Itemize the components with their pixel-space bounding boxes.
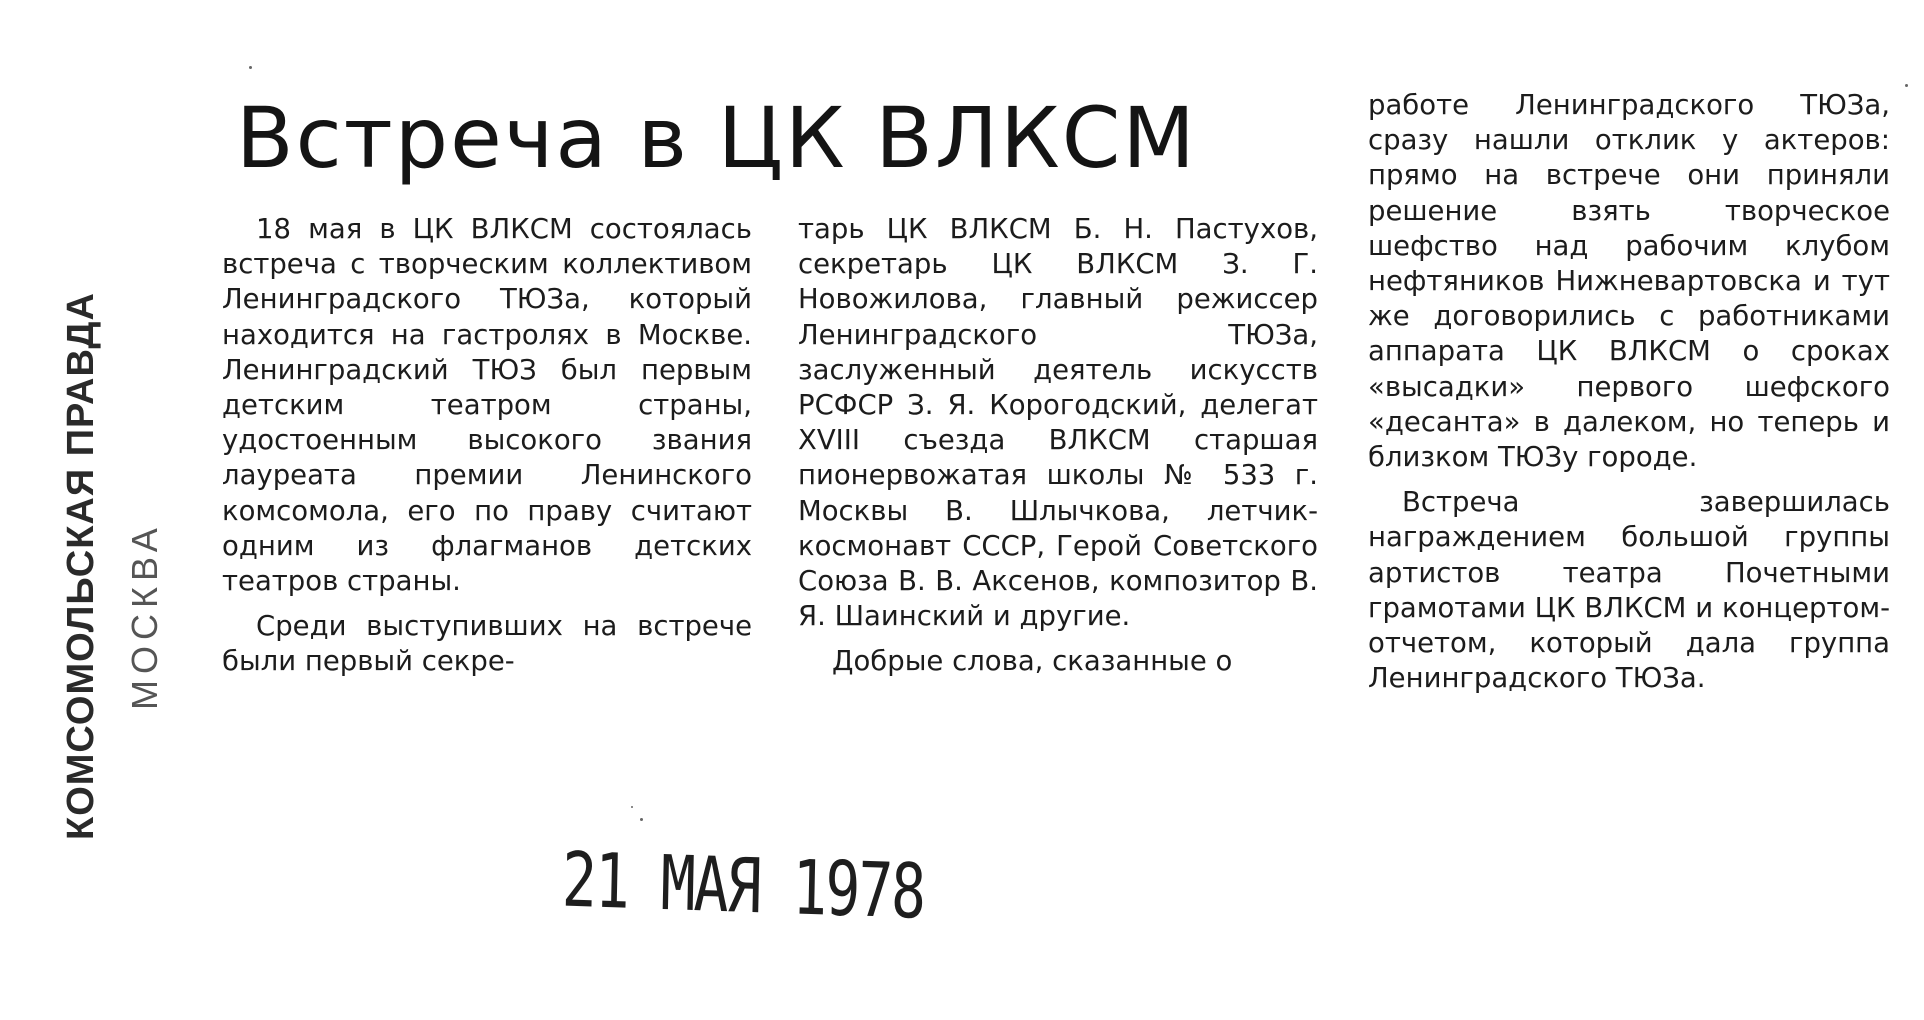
paragraph bbox=[1368, 485, 1890, 696]
article-column-2 bbox=[798, 212, 1318, 680]
newspaper-name: КОМСОМОЛЬСКАЯ ПРАВДА bbox=[60, 292, 102, 840]
article-headline: Встреча в ЦК ВЛКСМ bbox=[236, 89, 1197, 187]
paragraph-text: работе Ленинградского ТЮЗа, сразу нашли отклик у актеров: прямо на встрече они приняли решение взять творческое шефство над рабочим клубом нефтяников Нижневартовска и тут же договорились с работниками аппарата ЦК ВЛКСМ о сроках «высадки» первого шефского «десанта» в далеком, но теперь и близком ТЮЗу городе. bbox=[1368, 89, 1890, 474]
paragraph-text: Встреча завершилась награждением большой группы артистов театра Почетными грамотами ЦК ВЛКСМ и концертом-отчетом, который дала группа Ленинградского ТЮЗа. bbox=[1368, 486, 1890, 695]
paragraph bbox=[222, 212, 752, 599]
date-stamp: 21 МАЯ 1978 bbox=[561, 835, 925, 936]
paragraph-text: 18 мая в ЦК ВЛКСМ состоялась встреча с творческим коллективом Ленинградского ТЮЗа, который находится на гастролях в Москве. Ленинградский ТЮЗ был первым детским театром страны, удостоенным высокого звания лауреата премии Ленинского комсомола, его по праву считают одним из флагманов детских театров страны. bbox=[222, 213, 752, 598]
newspaper-city: МОСКВА bbox=[124, 522, 165, 710]
print-speck bbox=[249, 66, 252, 69]
article-column-1 bbox=[222, 212, 752, 680]
print-speck bbox=[640, 818, 643, 821]
paragraph-text: тарь ЦК ВЛКСМ Б. Н. Пастухов, секретарь ЦК ВЛКСМ З. Г. Новожилова, главный режиссер Ленинградского ТЮЗа, заслуженный деятель искусств РСФСР З. Я. Корогодский, делегат XVIII съезда ВЛКСМ старшая пионервожатая школы № 533 г. Москвы В. Шлычкова, летчик-космонавт СССР, Герой Советского Союза В. В. Аксенов, композитор В. Я. Шаинский и другие. bbox=[798, 213, 1318, 633]
paragraph bbox=[798, 212, 1318, 634]
paragraph bbox=[222, 609, 752, 679]
paragraph-text: Среди выступивших на встрече были первый секре- bbox=[222, 610, 752, 678]
paragraph-text: Добрые слова, сказанные о bbox=[832, 645, 1233, 678]
newspaper-masthead-stamp bbox=[60, 292, 165, 840]
print-speck bbox=[631, 806, 633, 808]
article-column-3 bbox=[1368, 88, 1890, 696]
paragraph bbox=[798, 644, 1318, 679]
paragraph bbox=[1368, 88, 1890, 475]
print-speck bbox=[1905, 84, 1908, 87]
